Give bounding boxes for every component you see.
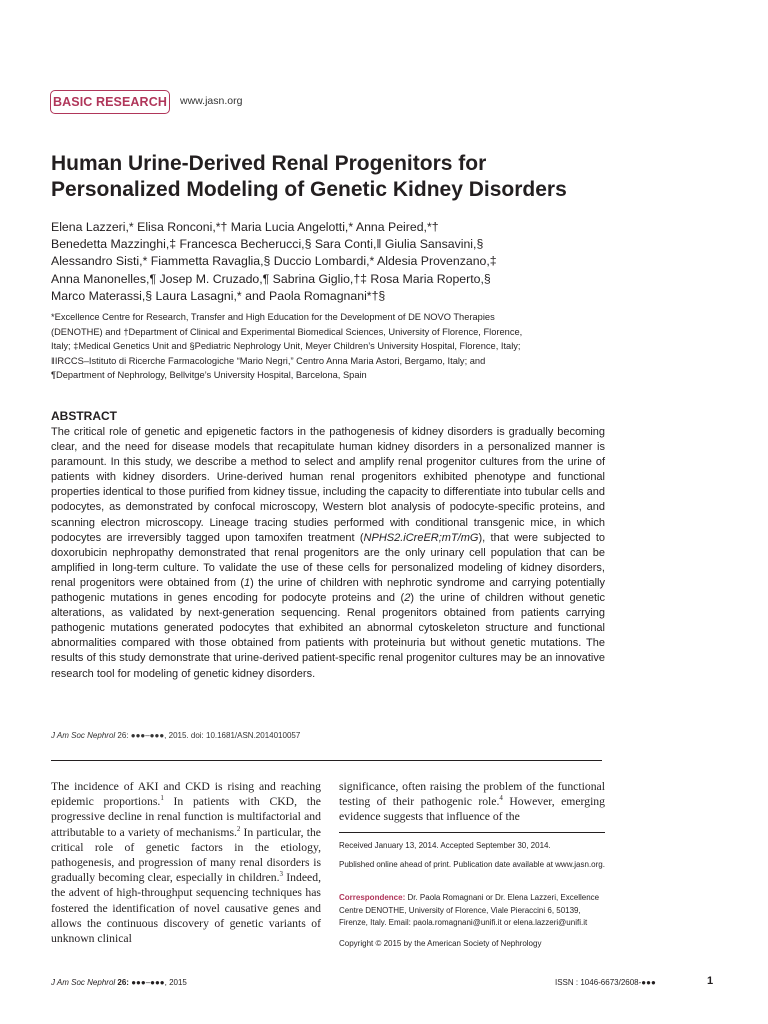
- body-run: significance, often raising the problem of the functional testing of their pathogenic role.: [339, 780, 605, 809]
- reference-marker[interactable]: 3: [279, 870, 284, 879]
- body-column-right: [339, 779, 605, 825]
- reference-marker[interactable]: 4: [499, 794, 503, 803]
- correspondence-note: [339, 892, 609, 930]
- reference-marker[interactable]: 2: [236, 824, 241, 833]
- author-line: Elena Lazzeri,* Elisa Ronconi,*† Maria Lucia Angelotti,* Anna Peired,*†: [51, 220, 439, 234]
- abstract-run: ) the urine of children without genetic alterations, as validated by next-generation sequencing. Renal progenitors obtained from patients carrying pathogenic mutations generated podocytes that exhibited an abnormal cytoskeleton structure and functional abnormalities compared with those obtained from patients with proteinuria but without genetic mutations. The results of this study demonstrate that urine-derived patient-specific renal progenitor cultures may be an innovative research tool for modeling of genetic kidney disorders.: [51, 592, 605, 680]
- abstract-heading: ABSTRACT: [51, 409, 117, 423]
- footer-citation: [51, 978, 187, 987]
- journal-website[interactable]: www.jasn.org: [180, 95, 243, 107]
- abstract-text: [51, 425, 605, 682]
- abstract-italic: NPHS2.iCreER;mT/mG: [363, 531, 479, 544]
- footer-journal: J Am Soc Nephrol: [51, 978, 118, 987]
- body-run: The incidence of AKI and CKD is rising and reaching epidemic proportions.: [51, 780, 321, 809]
- notes-divider: [339, 832, 605, 833]
- affiliation-list: [51, 310, 611, 383]
- abstract-italic: 1: [244, 576, 251, 589]
- body-run: In patients with CKD, the progressive decline in renal function is multifactorial and attributable to a variety of mechanisms.: [51, 795, 321, 839]
- page-number: 1: [707, 975, 714, 987]
- received-note: Received January 13, 2014. Accepted September 30, 2014.: [339, 841, 551, 850]
- section-badge: BASIC RESEARCH: [50, 90, 170, 114]
- footer-volume: 26:: [117, 978, 129, 987]
- abstract-run: ), that were subjected to doxorubicin nephropathy demonstrated that renal progenitors are the only urinary cell population that can be amplified in long-term culture. To validate the use of these cells for personalized modeling of kidney disorders, renal progenitors were obtained from (: [51, 531, 605, 589]
- footer-issn: ISSN : 1046-6673/2608-●●●: [555, 978, 656, 987]
- affiliation-line: (DENOTHE) and †Department of Clinical and Experimental Biomedical Sciences, University of Florence, Florence,: [51, 326, 523, 337]
- correspondence-label: Correspondence:: [339, 893, 406, 902]
- footer-pages: ●●●–●●●, 2015: [128, 978, 187, 987]
- abstract-run: The critical role of genetic and epigenetic factors in the pathogenesis of kidney disorders is gradually becoming clear, and the need for disease models that recapitulate human kidney disorders in a personalized manner is paramount. In this study, we describe a method to select and amplify renal progenitor cultures from the urine of patients with kidney disorders. Urine-derived human renal progenitors exhibited phenotype and functional properties identical to those purified from kidney tissue, including the capacity to differentiate into tubular cells and podocytes, as demonstrated by confocal microscopy, Western blot analysis of podocyte-specific proteins, and scanning electron microscopy. Lineage tracing studies performed with conditional transgenic mice, in which podocytes are irreversibly tagged upon tamoxifen treatment (: [51, 426, 605, 544]
- abstract-run: ) the urine of children with nephrotic syndrome and carrying potentially pathogenic mutations in genes encoding for podocyte proteins and (: [51, 576, 605, 605]
- author-line: Marco Materassi,§ Laura Lasagni,* and Paola Romagnani*†§: [51, 288, 386, 303]
- author-line: Alessandro Sisti,* Fiammetta Ravaglia,§ Duccio Lombardi,* Aldesia Provenzano,‡: [51, 254, 497, 269]
- body-run: Indeed, the advent of high-throughput sequencing techniques has fostered the identification of novel causative genes and allows the continuous discovery of genetic variants of unknown clinical: [51, 871, 321, 946]
- affiliation-line: ‖IRCCS–Istituto di Ricerche Farmacologiche “Mario Negri,” Centro Anna Maria Astori, Bergamo, Italy; and: [51, 355, 486, 366]
- affiliation-line: Italy; ‡Medical Genetics Unit and §Pediatric Nephrology Unit, Meyer Children’s University Hospital, Florence, Italy;: [51, 341, 521, 352]
- abstract-italic: 2: [404, 592, 411, 605]
- citation-journal: J Am Soc Nephrol: [51, 731, 116, 740]
- affiliation-line: *Excellence Centre for Research, Transfer and High Education for the Development of DE NOVO Therapies: [51, 312, 495, 322]
- affiliation-line: ¶Department of Nephrology, Bellvitge’s University Hospital, Barcelona, Spain: [51, 370, 367, 381]
- title-line: Human Urine-Derived Renal Progenitors for: [51, 152, 487, 175]
- body-run: In particular, the critical role of genetic factors in the etiology, pathogenesis, and progression of many renal disorders is gradually becoming clear, especially in children.: [51, 825, 321, 885]
- author-line: Benedetta Mazzinghi,‡ Francesca Becherucci,§ Sara Conti,‖ Giulia Sansavini,§: [51, 237, 484, 252]
- body-column-left: [51, 779, 321, 946]
- citation-rest: 26: ●●●–●●●, 2015. doi: 10.1681/ASN.2014010057: [115, 731, 301, 740]
- title-line: Personalized Modeling of Genetic Kidney Disorders: [51, 178, 567, 201]
- section-divider: [51, 760, 602, 761]
- citation-line: [51, 731, 300, 740]
- article-title: [51, 151, 611, 203]
- author-list: [51, 219, 611, 305]
- correspondence-text: Dr. Paola Romagnani or Dr. Elena Lazzeri, Excellence Centre DENOTHE, University of Florence, Viale Pieraccini 6, 50139, Firenze, Italy. Email: paola.romagnani@unifi.it or elena.lazzeri@unifi.it: [339, 893, 600, 928]
- copyright-note: Copyright © 2015 by the American Society of Nephrology: [339, 939, 542, 948]
- published-note: Published online ahead of print. Publication date available at www.jasn.org.: [339, 860, 605, 869]
- reference-marker[interactable]: 1: [160, 794, 164, 803]
- body-run: However, emerging evidence suggests that influence of the: [339, 795, 605, 824]
- author-line: Anna Manonelles,¶ Josep M. Cruzado,¶ Sabrina Giglio,†‡ Rosa Maria Roperto,§: [51, 271, 491, 286]
